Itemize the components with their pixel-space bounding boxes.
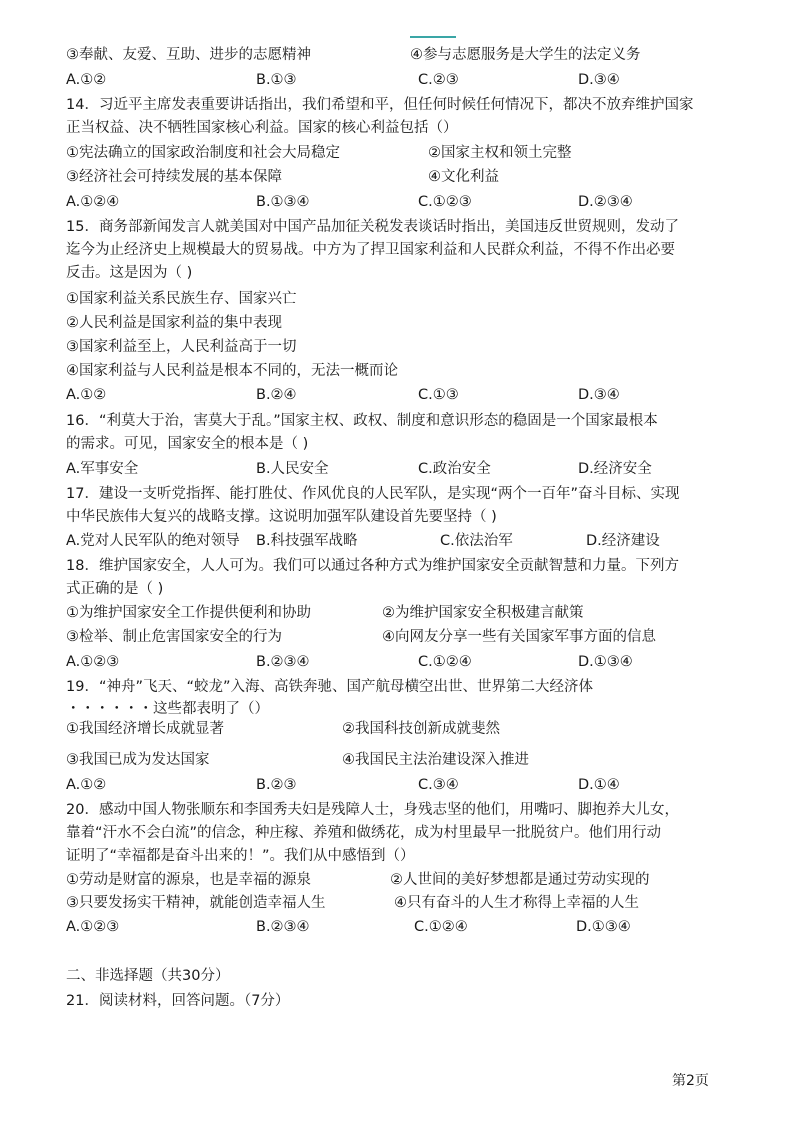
q19-stem-line-2: ・・・・・・这些都表明了（） <box>66 701 269 717</box>
q14-statement-3: ③经济社会可持续发展的基本保障 <box>66 169 282 185</box>
q19-stem-line-1: 19．“神舟”飞天、“蛟龙”入海、高铁奔驰、国产航母横空出世、世界第二大经济体 <box>66 679 593 695</box>
q21-stem: 21．阅读材料，回答问题。（7分） <box>66 993 290 1009</box>
q17-option-b: B.科技强军战略 <box>256 533 358 549</box>
q20-statement-3: ③只要发扬实干精神，就能创造幸福人生 <box>66 895 326 911</box>
q13-option-c: C.②③ <box>418 72 459 88</box>
q13-statement-3: ③奉献、友爱、互助、进步的志愿精神 <box>66 47 311 63</box>
q18-statement-3: ③检举、制止危害国家安全的行为 <box>66 629 282 645</box>
q16-option-a: A.军事安全 <box>66 461 139 477</box>
q14-statement-1: ①宪法确立的国家政治制度和社会大局稳定 <box>66 145 340 161</box>
q17-stem-line-2: 中华民族伟大复兴的战略支撑。这说明加强军队建设首先要坚持（ ) <box>66 509 497 525</box>
q13-option-d: D.③④ <box>578 72 620 88</box>
q18-option-b: B.②③④ <box>256 654 310 670</box>
q15-statement-2: ②人民利益是国家利益的集中表现 <box>66 315 282 331</box>
q17-stem-line-1: 17．建设一支听党指挥、能打胜仗、作风优良的人民军队，是实现“两个一百年”奋斗目标、实现 <box>66 486 680 502</box>
q18-stem-line-1: 18．维护国家安全，人人可为。我们可以通过各种方式为维护国家安全贡献智慧和力量。下列方 <box>66 558 679 574</box>
q18-option-a: A.①②③ <box>66 654 120 670</box>
q15-stem-line-2: 迄今为止经济史上规模最大的贸易战。中方为了捍卫国家利益和人民群众利益，不得不作出必要 <box>66 242 675 258</box>
q16-option-d: D.经济安全 <box>578 461 652 477</box>
q18-statement-4: ④向网友分享一些有关国家军事方面的信息 <box>382 629 656 645</box>
q14-stem-line-1: 14．习近平主席发表重要讲话指出，我们希望和平，但任何时候任何情况下，都决不放弃维护国家 <box>66 97 694 113</box>
q15-option-d: D.③④ <box>578 387 620 403</box>
q19-statement-3: ③我国已成为发达国家 <box>66 752 210 768</box>
q15-statement-3: ③国家利益至上，人民利益高于一切 <box>66 339 297 355</box>
section-2-heading: 二、非选择题（共30分） <box>66 968 230 984</box>
q15-stem-line-3: 反击。这是因为（ ) <box>66 265 193 281</box>
q13-statement-4: ④参与志愿服务是大学生的法定义务 <box>410 47 641 63</box>
q20-option-c: C.①②④ <box>414 919 468 935</box>
q16-option-b: B.人民安全 <box>256 461 329 477</box>
q20-option-a: A.①②③ <box>66 919 120 935</box>
q15-option-a: A.①② <box>66 387 107 403</box>
q16-option-c: C.政治安全 <box>418 461 491 477</box>
q16-stem-line-2: 的需求。可见，国家安全的根本是（ ) <box>66 436 309 452</box>
q15-stem-line-1: 15．商务部新闻发言人就美国对中国产品加征关税发表谈话时指出，美国违反世贸规则，发动了 <box>66 219 679 235</box>
q20-stem-line-2: 靠着“汗水不会白流”的信念，种庄稼、养殖和做绣花，成为村里最早一批脱贫户。他们用行动 <box>66 825 662 841</box>
q18-statement-1: ①为维护国家安全工作提供便利和协助 <box>66 605 311 621</box>
q19-statement-2: ②我国科技创新成就斐然 <box>342 721 500 737</box>
q17-option-a: A.党对人民军队的绝对领导 <box>66 533 240 549</box>
q19-option-d: D.①④ <box>578 777 620 793</box>
q20-option-b: B.②③④ <box>256 919 310 935</box>
q15-option-b: B.②④ <box>256 387 297 403</box>
q18-statement-2: ②为维护国家安全积极建言献策 <box>382 605 584 621</box>
q15-option-c: C.①③ <box>418 387 459 403</box>
page-number: 第2页 <box>672 1073 709 1089</box>
q14-option-c: C.①②③ <box>418 194 472 210</box>
q14-statement-4: ④文化利益 <box>428 169 499 185</box>
q15-statement-1: ①国家利益关系民族生存、国家兴亡 <box>66 291 297 307</box>
q14-option-b: B.①③④ <box>256 194 310 210</box>
q13-option-b: B.①③ <box>256 72 297 88</box>
q14-stem-line-2: 正当权益、决不牺牲国家核心利益。国家的核心利益包括（） <box>66 120 458 136</box>
q15-statement-4: ④国家利益与人民利益是根本不同的，无法一概而论 <box>66 363 398 379</box>
q18-stem-line-2: 式正确的是（ ) <box>66 581 164 597</box>
q16-stem-line-1: 16．“利莫大于治，害莫大于乱。”国家主权、政权、制度和意识形态的稳固是一个国家最根本 <box>66 413 658 429</box>
q20-stem-line-1: 20．感动中国人物张顺东和李国秀夫妇是残障人士，身残志坚的他们，用嘴叼、脚抱养大儿女， <box>66 802 679 818</box>
q19-statement-4: ④我国民主法治建设深入推进 <box>342 752 529 768</box>
q20-statement-2: ②人世间的美好梦想都是通过劳动实现的 <box>390 872 650 888</box>
q19-statement-1: ①我国经济增长成就显著 <box>66 721 224 737</box>
q13-option-a: A.①② <box>66 72 107 88</box>
q20-option-d: D.①③④ <box>576 919 631 935</box>
q18-option-c: C.①②④ <box>418 654 472 670</box>
q19-option-b: B.②③ <box>256 777 297 793</box>
q14-option-d: D.②③④ <box>578 194 633 210</box>
q17-option-c: C.依法治军 <box>440 533 513 549</box>
q19-option-c: C.③④ <box>418 777 459 793</box>
q14-option-a: A.①②④ <box>66 194 120 210</box>
q20-statement-4: ④只有奋斗的人生才称得上幸福的人生 <box>394 895 639 911</box>
q17-option-d: D.经济建设 <box>586 533 660 549</box>
q20-stem-line-3: 证明了“幸福都是奋斗出来的！”。我们从中感悟到（） <box>66 848 415 864</box>
q19-option-a: A.①② <box>66 777 107 793</box>
top-accent-line <box>410 36 456 38</box>
q20-statement-1: ①劳动是财富的源泉，也是幸福的源泉 <box>66 872 311 888</box>
q14-statement-2: ②国家主权和领土完整 <box>428 145 572 161</box>
q18-option-d: D.①③④ <box>578 654 633 670</box>
